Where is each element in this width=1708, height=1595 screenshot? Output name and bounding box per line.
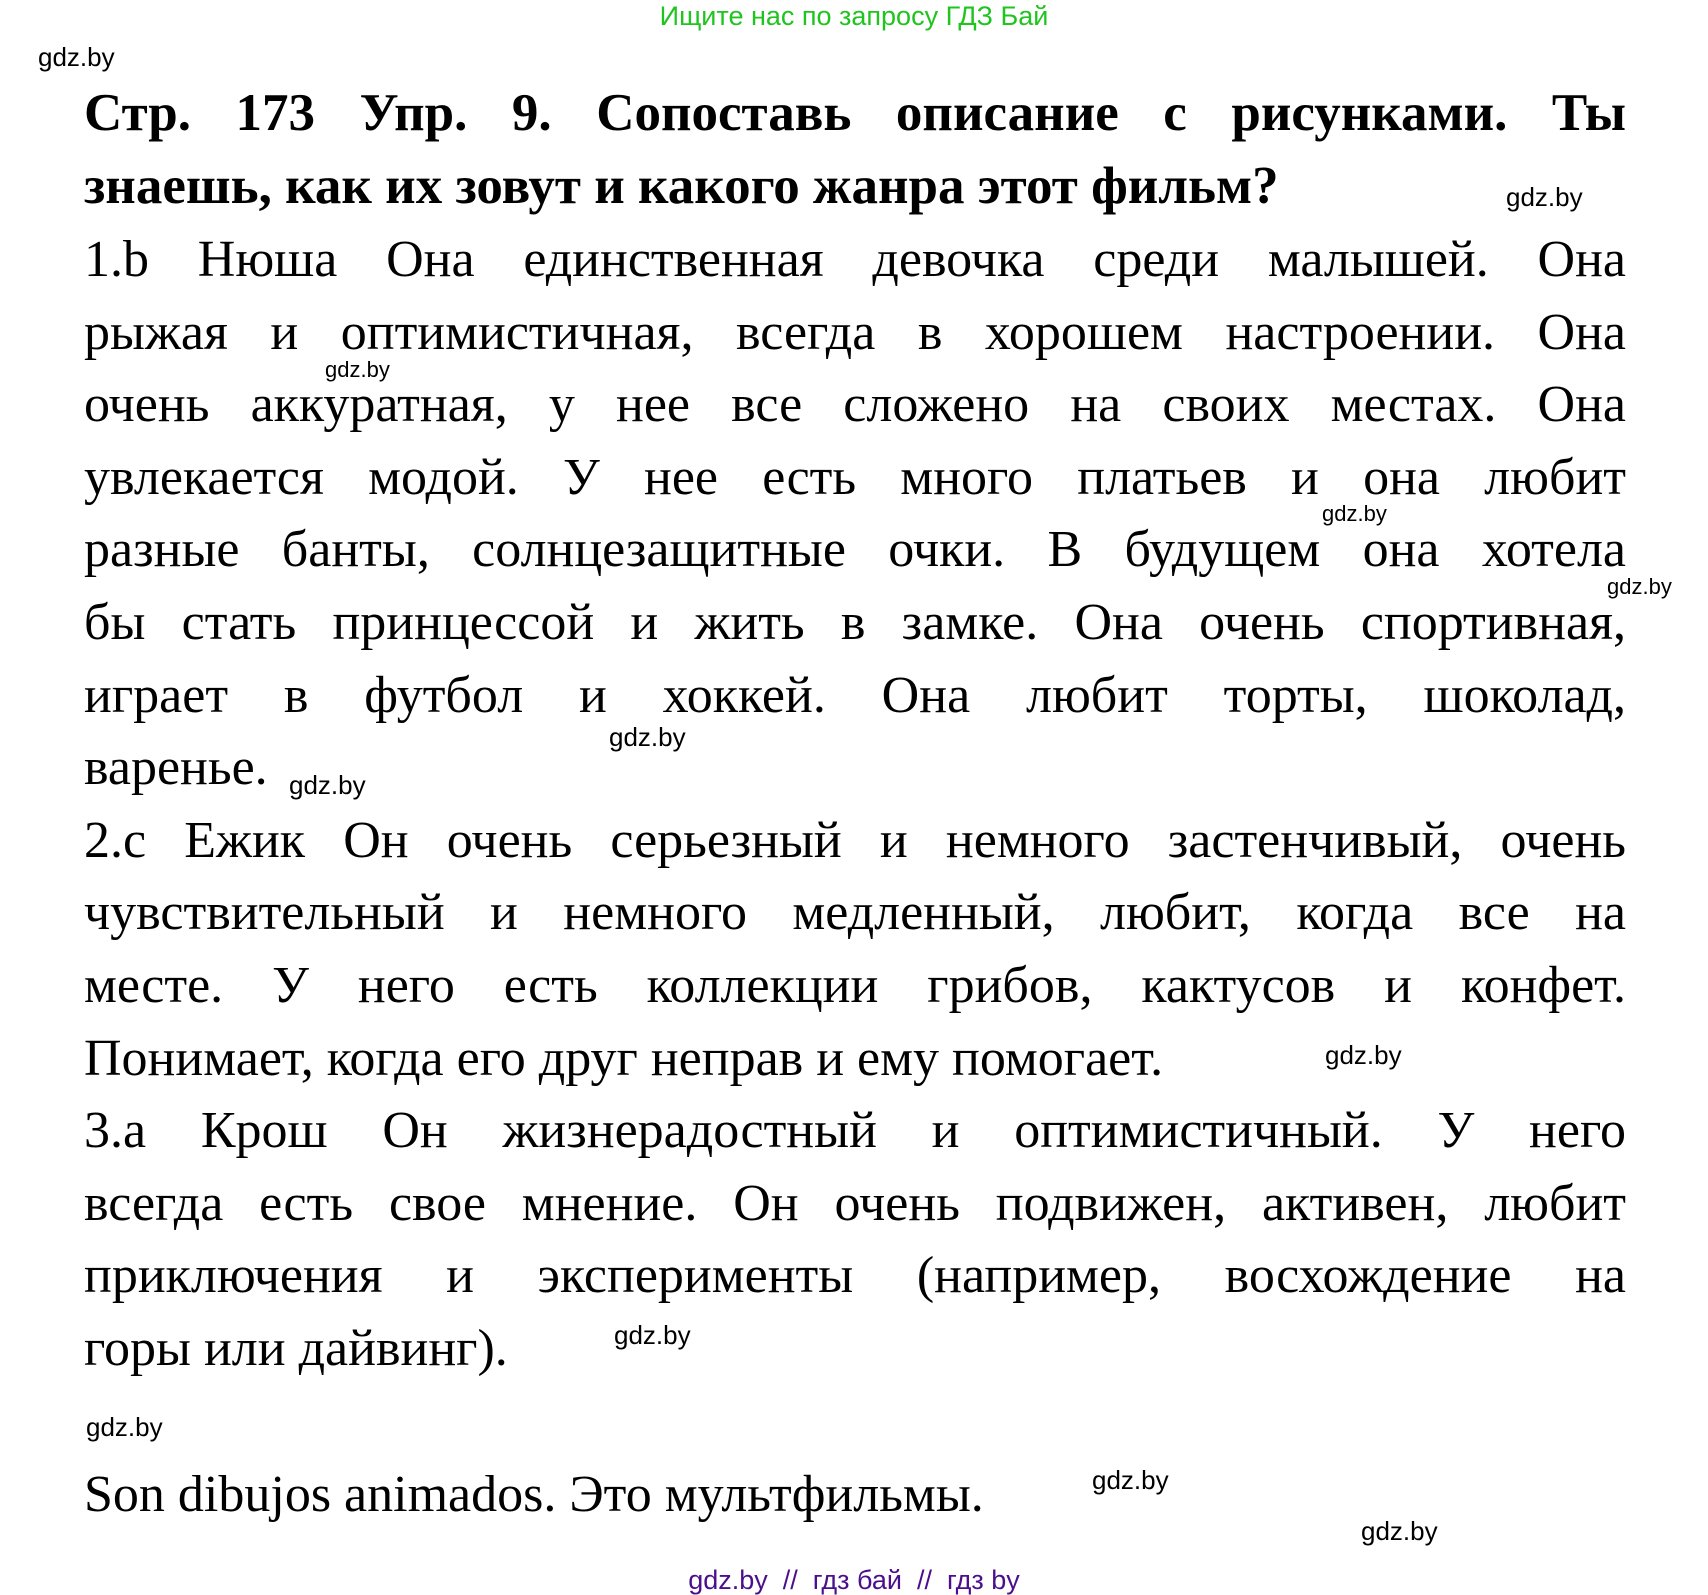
watermark: gdz.by: [38, 42, 115, 72]
body-line: очень аккуратная, у нее все сложено на своих местах. Она: [84, 376, 1626, 434]
watermark: gdz.by: [1506, 182, 1583, 212]
watermark: gdz.by: [1092, 1465, 1169, 1495]
final-answer: Son dibujos animados. Это мультфильмы.: [84, 1466, 984, 1523]
watermark: gdz.by: [609, 722, 686, 752]
body-line: 1.b Нюша Она единственная девочка среди малышей. Она: [84, 231, 1626, 288]
watermark: gdz.by: [325, 357, 390, 382]
watermark: gdz.by: [614, 1320, 691, 1350]
body-line: горы или дайвинг).: [84, 1320, 508, 1377]
body-line: бы стать принцессой и жить в замке. Она очень спортивная,: [84, 594, 1626, 651]
watermark: gdz.by: [1322, 501, 1387, 526]
watermark: gdz.by: [1607, 574, 1672, 599]
watermark: gdz.by: [1361, 1516, 1438, 1546]
exercise-title-line-2: знаешь, как их зовут и какого жанра этот фильм?: [84, 157, 1279, 215]
body-line: приключения и эксперименты (например, восхождение на: [84, 1247, 1626, 1305]
body-line: 2.c Ежик Он очень серьезный и немного застенчивый, очень: [84, 811, 1626, 869]
footer-links: gdz.by // гдз бай // гдз by: [688, 1565, 1020, 1595]
watermark: gdz.by: [86, 1412, 163, 1442]
body-line: месте. У него есть коллекции грибов, кактусов и конфет.: [84, 957, 1626, 1014]
body-line: чувствительный и немного медленный, любит, когда все на: [84, 884, 1626, 942]
body-line: рыжая и оптимистичная, всегда в хорошем настроении. Она: [84, 303, 1626, 361]
body-line: разные банты, солнцезащитные очки. В будущем она хотела: [84, 521, 1626, 579]
watermark: gdz.by: [289, 770, 366, 800]
body-line: варенье.: [84, 739, 268, 797]
body-line: 3.a Крош Он жизнерадостный и оптимистичный. У него: [84, 1102, 1626, 1160]
body-line: Понимает, когда его друг неправ и ему помогает.: [84, 1029, 1164, 1087]
body-line: увлекается модой. У нее есть много платьев и она любит: [84, 448, 1626, 506]
watermark: gdz.by: [1325, 1040, 1402, 1070]
body-line: играет в футбол и хоккей. Она любит торты, шоколад,: [84, 666, 1626, 724]
search-banner: Ищите нас по запросу ГДЗ Бай: [659, 1, 1049, 31]
body-line: всегда есть свое мнение. Он очень подвижен, активен, любит: [84, 1174, 1626, 1232]
exercise-title-line-1: Стр. 173 Упр. 9. Сопоставь описание с рисунками. Ты: [84, 84, 1626, 142]
